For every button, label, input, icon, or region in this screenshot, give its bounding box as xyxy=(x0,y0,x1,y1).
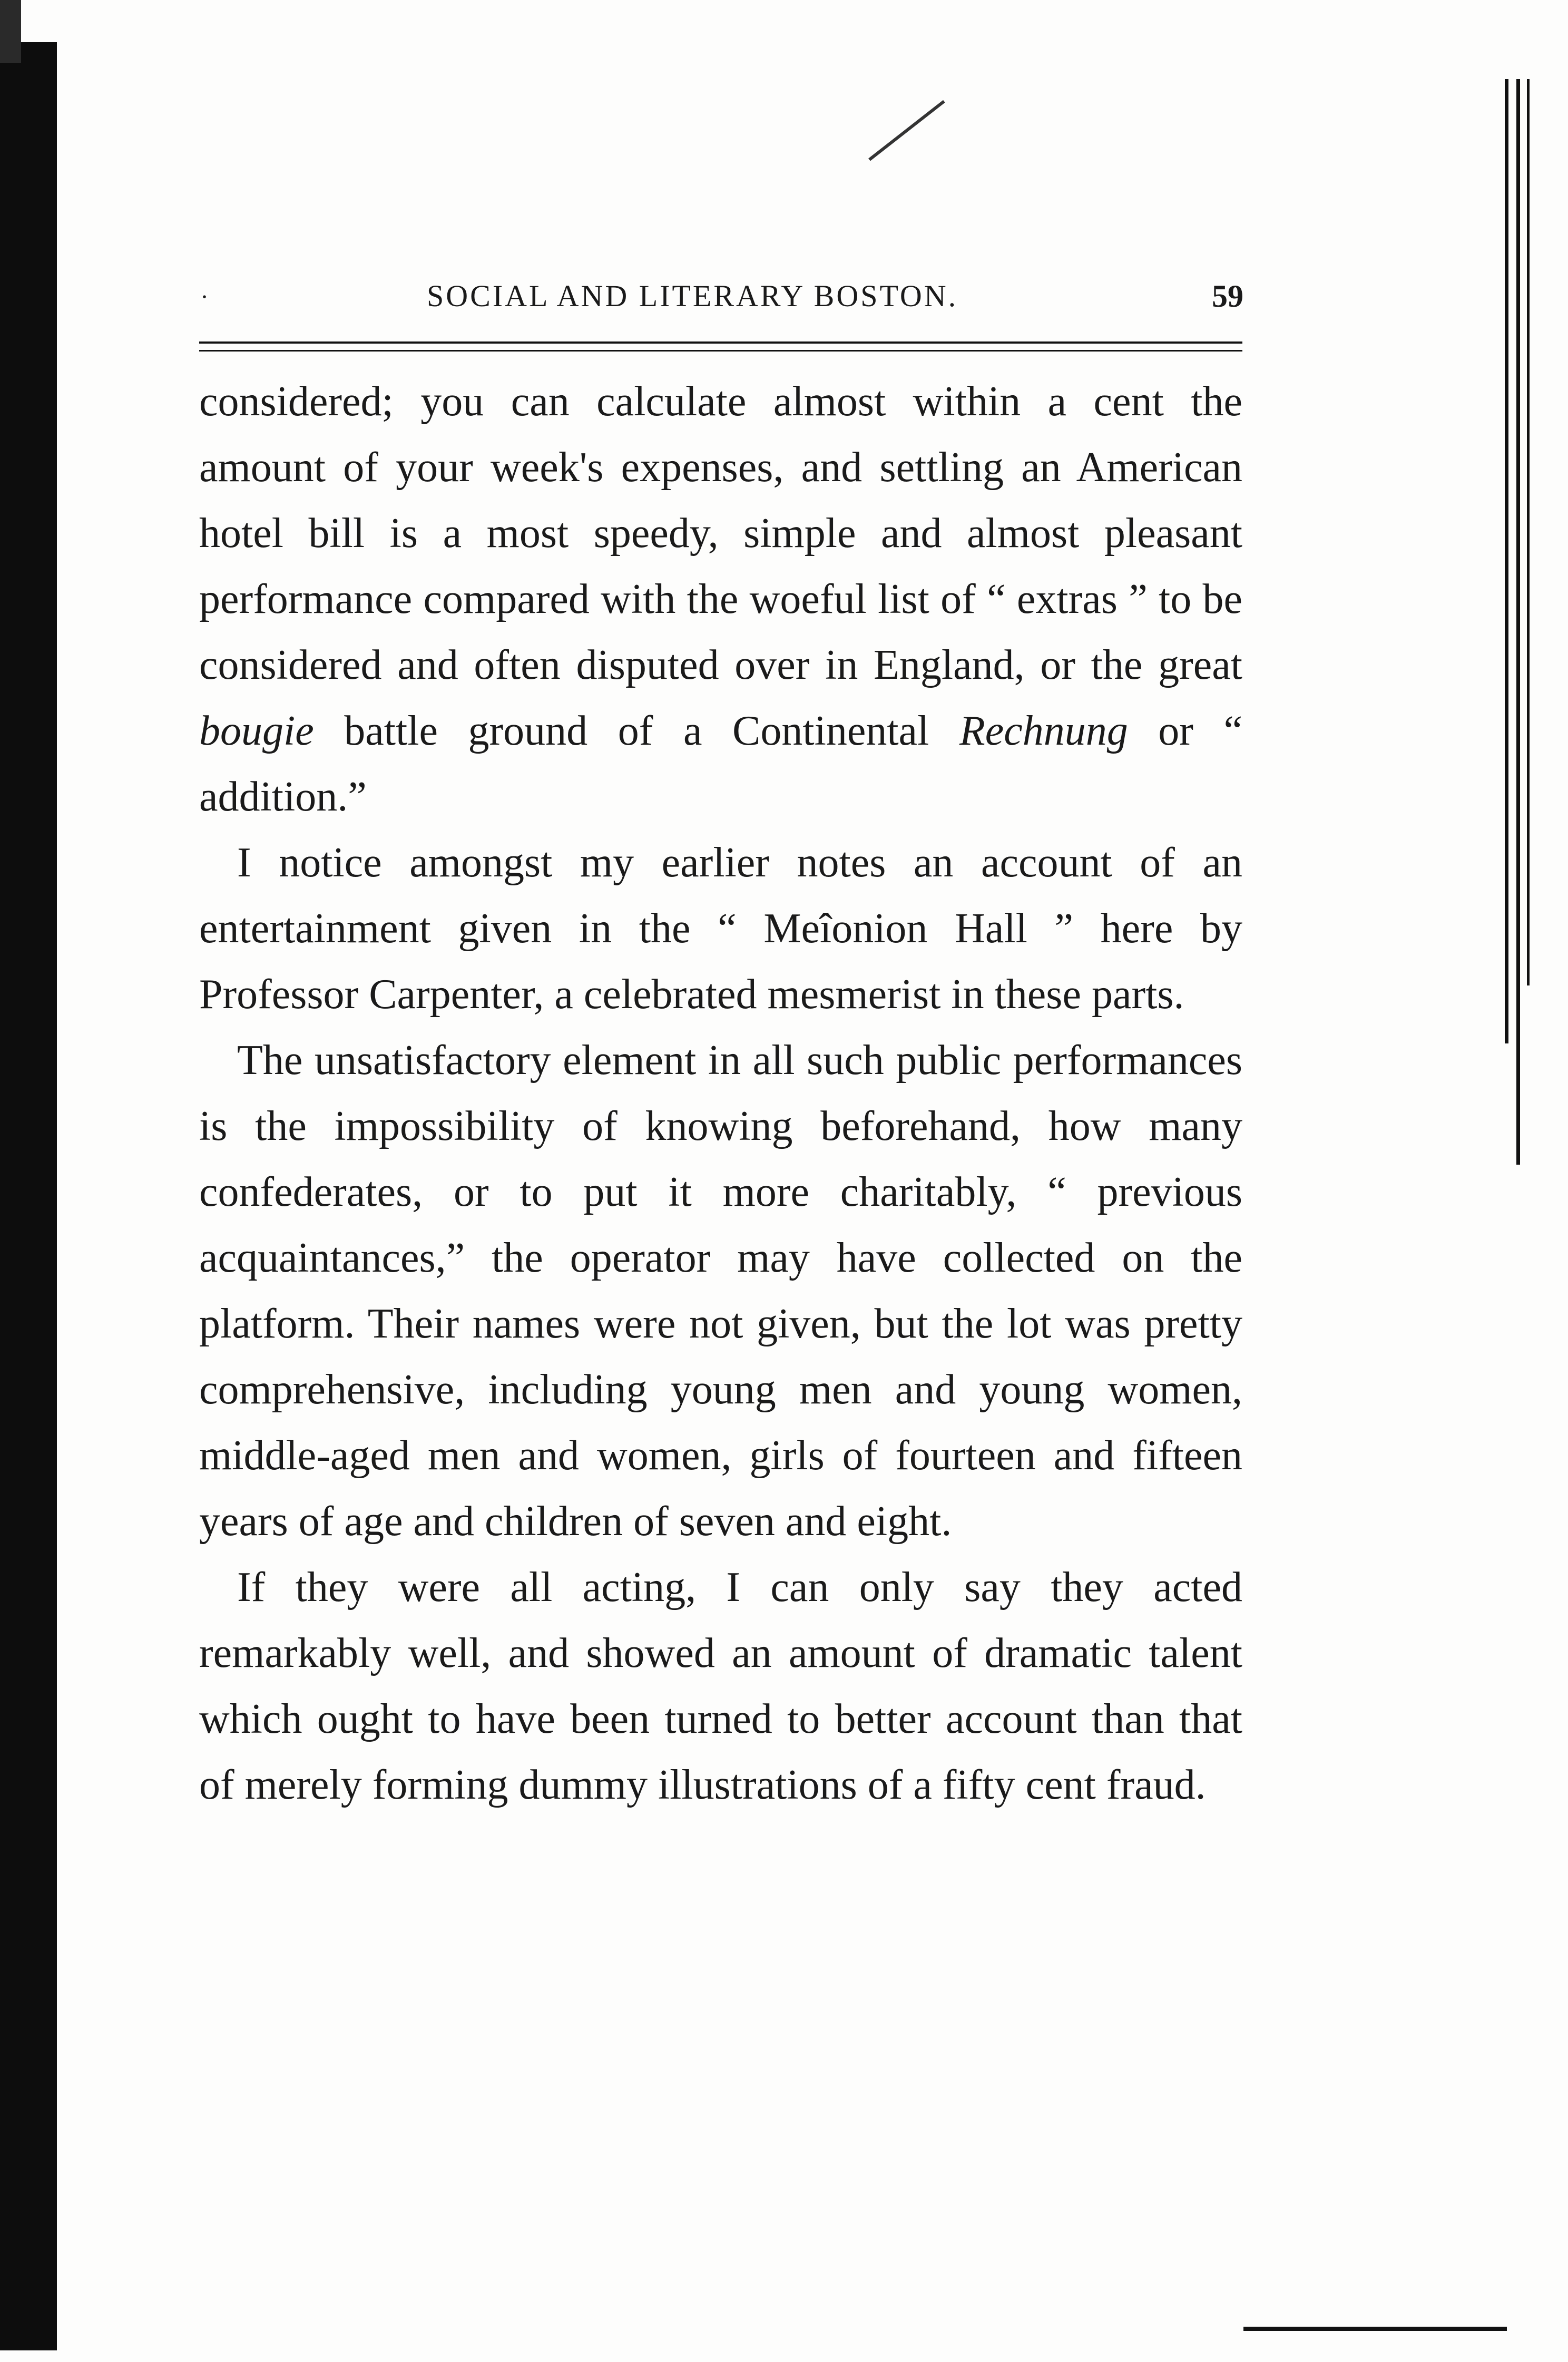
italic-word: Rechnung xyxy=(959,708,1128,754)
page-edge-line xyxy=(1516,79,1520,1165)
paragraph: The unsatisfactory element in all such public performances is the impossibility of knowing beforehand, how many confederates, or to put it more charitably, “ previous acquaintances,” the operator may have collected on the platform. Their names were not given, but the lot was pretty comprehensive, including young men and young women, middle-aged men and women, girls of fourteen and fifteen years of age and children of seven and eight. xyxy=(199,1037,1242,1545)
page-number: 59 xyxy=(1212,279,1243,314)
italic-word: bougie xyxy=(199,708,314,754)
paragraph-text: or “ addition.” xyxy=(199,708,1242,820)
running-title: SOCIAL AND LITERARY BOSTON. xyxy=(427,279,958,313)
header-rule xyxy=(199,341,1242,344)
page-edge-line xyxy=(1505,79,1508,1043)
page-edge-line xyxy=(1527,79,1530,985)
paragraph: I notice amongst my earlier notes an account of an entertainment given in the “ Meîonion Hall ” here by Professor Carpenter, a celebrated mesmerist in these parts. xyxy=(199,840,1242,1018)
body-text xyxy=(199,369,1242,1818)
paragraph: If they were all acting, I can only say they acted remarkably well, and showed an amount of dramatic talent which ought to have been turned to better account than that of merely forming dummy illustrations of a fifty cent fraud. xyxy=(199,1564,1242,1808)
paragraph-text: battle ground of a Continental xyxy=(313,708,959,754)
header-rule-thin xyxy=(199,350,1242,352)
paragraph-text: considered; you can calculate almost within a cent the amount of your week's expenses, and settling an American hotel bill is a most speedy, simple and almost pleasant performance compared with the woeful list of “ extras ” to be considered and often disputed over in England, or the great xyxy=(199,378,1242,688)
header-bullet: · xyxy=(200,283,209,311)
binding-edge xyxy=(0,42,57,2350)
pen-mark xyxy=(868,100,945,161)
bottom-edge-mark xyxy=(1243,2327,1507,2331)
paragraph xyxy=(199,369,1242,830)
